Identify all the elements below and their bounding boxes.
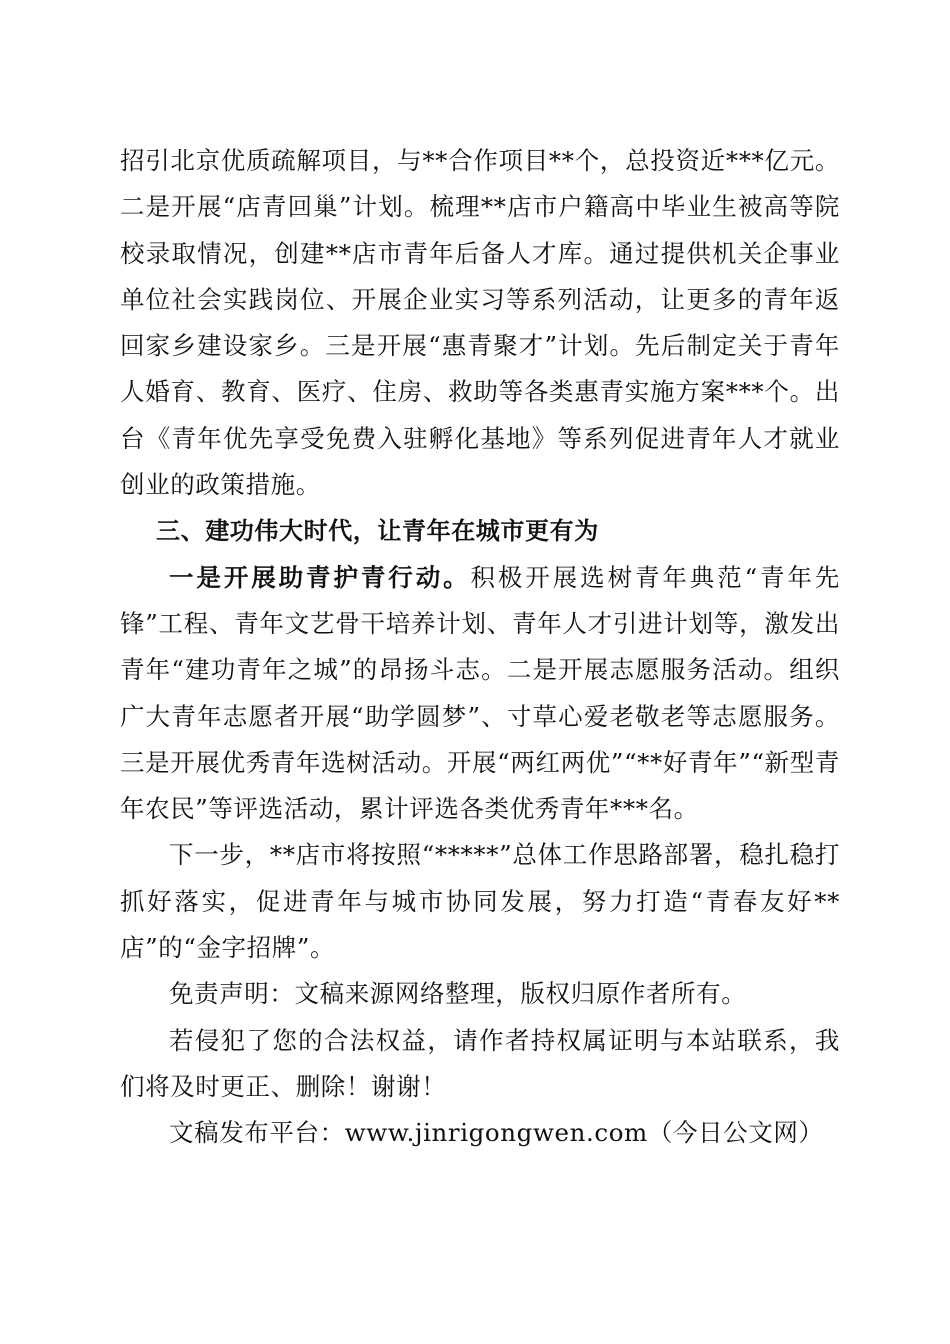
section-heading: 三、建功伟大时代，让青年在城市更有为 bbox=[156, 517, 599, 546]
publish-platform: 文稿发布平台：www.jinrigongwen.com（今日公文网） bbox=[169, 1118, 824, 1148]
infringement-notice: 若侵犯了您的合法权益，请作者持权属证明与本站联系，我们将及时更正、删除！谢谢！ bbox=[120, 1025, 840, 1101]
document-page bbox=[120, 138, 840, 1157]
paragraph-talent-plans: 招引北京优质疏解项目，与**合作项目**个，总投资近***亿元。二是开展“店青回巢”计划。梳理**店市户籍高中毕业生被高等院校录取情况，创建**店市青年后备人才库。通过提供机关企事业单位社会实践岗位、开展企业实习等系列活动，让更多的青年返回家乡建设家乡。三是开展“惠青聚才”计划。先后制定关于青年人婚育、教育、医疗、住房、救助等各类惠青实施方案***个。出台《青年优先享受免费入驻孵化基地》等系列促进青年人才就业创业的政策措施。 bbox=[120, 146, 840, 500]
paragraph-body: 积极开展选树青年典范“青年先锋”工程、青年文艺骨干培养计划、青年人才引进计划等，激发出青年“建功青年之城”的昂扬斗志。二是开展志愿服务活动。组织广大青年志愿者开展“助学圆梦”、寸草心爱老敬老等志愿服务。三是开展优秀青年选树活动。开展“两红两优”“**好青年”“新型青年农民”等评选活动，累计评选各类优秀青年***名。 bbox=[120, 562, 840, 824]
paragraph-next-steps: 下一步，**店市将按照“*****”总体工作思路部署，稳扎稳打抓好落实，促进青年与城市协同发展，努力打造“青春友好**店”的“金字招牌”。 bbox=[120, 840, 840, 963]
paragraph-lead-sentence: 一是开展助青护青行动。 bbox=[169, 562, 471, 592]
disclaimer: 免责声明：文稿来源网络整理，版权归原作者所有。 bbox=[169, 979, 747, 1009]
paragraph-youth-actions bbox=[120, 555, 840, 833]
